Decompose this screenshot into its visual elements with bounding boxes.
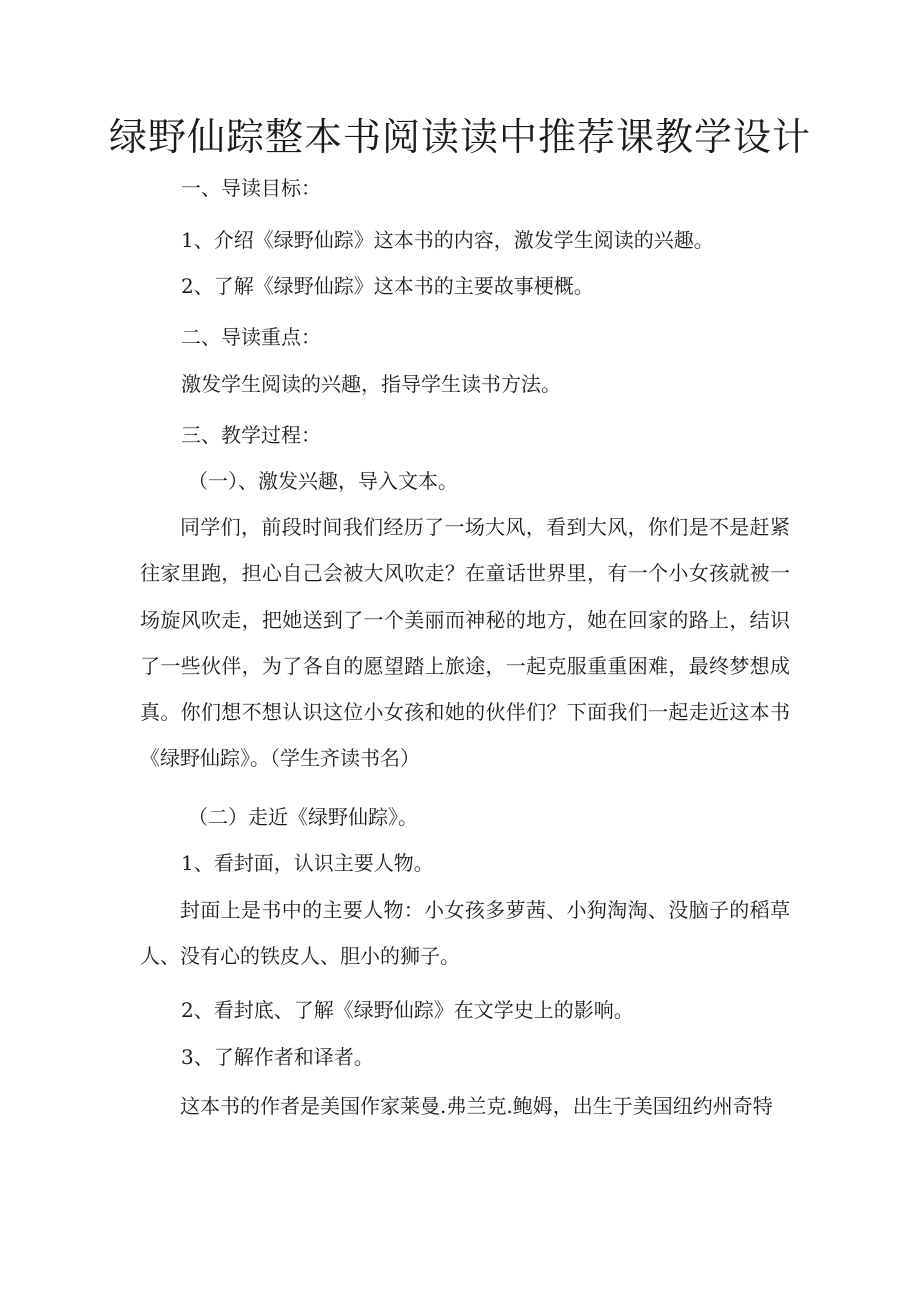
goal-2: 2、了解《绿野仙踪》这本书的主要故事梗概。 <box>181 274 594 298</box>
goal-1: 1、介绍《绿野仙踪》这本书的内容，激发学生阅读的兴趣。 <box>181 228 714 252</box>
item-3: 3、了解作者和译者。 <box>181 1045 374 1069</box>
item-2: 2、看封底、了解《绿野仙踪》在文学史上的影响。 <box>181 998 634 1022</box>
document-title: 绿野仙踪整本书阅读读中推荐课教学设计 <box>108 115 811 159</box>
step-1-heading: （一）、激发兴趣，导入文本。 <box>188 469 458 493</box>
heading-process: 三、教学过程： <box>181 423 321 447</box>
item-1-paragraph: 封面上是书中的主要人物：小女孩多萝茜、小狗淘淘、没脑子的稻草人、没有心的铁皮人、胆小的狮子。 <box>140 898 790 969</box>
heading-focus: 二、导读重点： <box>181 325 321 349</box>
step-1-paragraph: 同学们，前段时间我们经历了一场大风，看到大风，你们是不是赶紧往家里跑，担心自己会被大风吹走？在童话世界里，有一个小女孩就被一场旋风吹走，把她送到了一个美丽而神秘的地方，她在回家的路上，结识了一些伙伴，为了各自的愿望踏上旅途，一起克服重重困难，最终梦想成真。你们想不想认识这位小女孩和她的伙伴们？下面我们一起走近这本书《绿野仙踪》。（学生齐读书名） <box>140 515 790 771</box>
item-3-paragraph: 这本书的作者是美国作家莱曼.弗兰克.鲍姆，出生于美国纽约州奇特 <box>180 1094 773 1118</box>
item-1: 1、看封面，认识主要人物。 <box>181 851 434 875</box>
step-2-heading: （二）走近《绿野仙踪》。 <box>188 805 418 829</box>
heading-goals: 一、导读目标： <box>181 176 321 200</box>
focus-text: 激发学生阅读的兴趣，指导学生读书方法。 <box>181 372 561 396</box>
